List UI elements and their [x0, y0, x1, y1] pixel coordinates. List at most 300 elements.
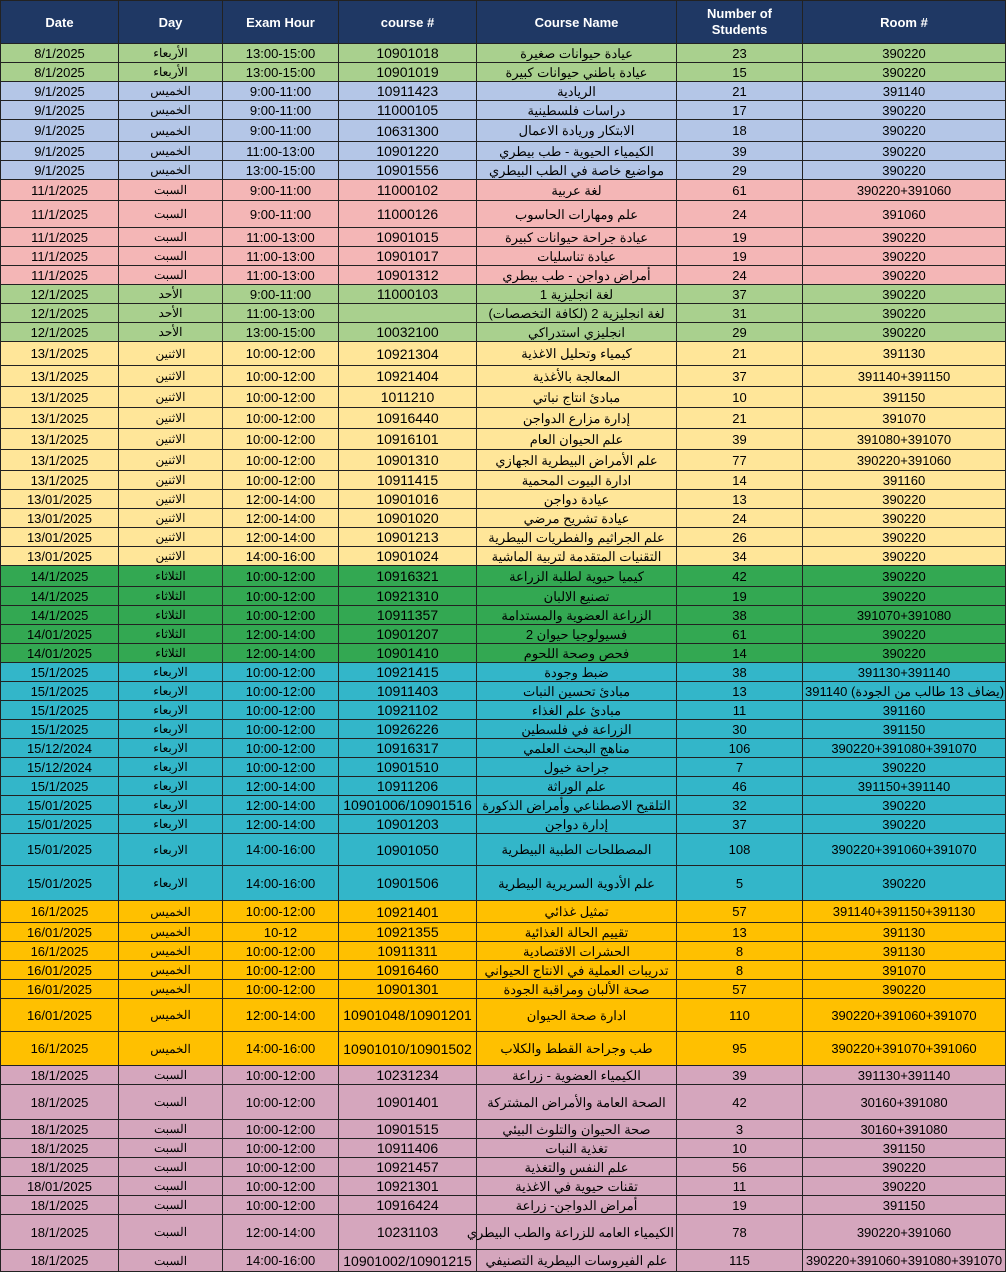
row-exam-hour: 11:00-13:00	[223, 247, 339, 266]
row-number-of-students: 31	[677, 304, 803, 323]
row-exam-hour: 9:00-11:00	[223, 120, 339, 142]
table-row	[1, 429, 1006, 450]
row-date: 13/01/2025	[1, 490, 119, 509]
row-course-name: التلقيح الاصطناعي وأمراض الذكورة	[477, 796, 677, 815]
row-exam-hour: 12:00-14:00	[223, 796, 339, 815]
row-room: 390220	[803, 228, 1006, 247]
row-exam-hour: 10:00-12:00	[223, 701, 339, 720]
table-row	[1, 961, 1006, 980]
row-course-number: 10901401	[339, 1085, 477, 1120]
row-room: 390220+391060	[803, 1215, 1006, 1250]
row-course-number: 11000103	[339, 285, 477, 304]
row-number-of-students: 24	[677, 201, 803, 228]
row-day: السبت	[119, 1177, 223, 1196]
row-course-number: 10911357	[339, 606, 477, 625]
row-course-name: عيادة تشريح مرضي	[477, 509, 677, 528]
row-room: 391150	[803, 1139, 1006, 1158]
row-exam-hour: 11:00-13:00	[223, 228, 339, 247]
row-course-number: 10916321	[339, 566, 477, 587]
table-row	[1, 625, 1006, 644]
row-course-number: 10916101	[339, 429, 477, 450]
row-course-number: 10901213	[339, 528, 477, 547]
row-date: 15/12/2024	[1, 739, 119, 758]
row-exam-hour: 10:00-12:00	[223, 1085, 339, 1120]
row-room: 391070	[803, 408, 1006, 429]
table-row	[1, 142, 1006, 161]
row-room: 390220	[803, 644, 1006, 663]
row-course-number: 10921301	[339, 1177, 477, 1196]
row-day: الاثنين	[119, 547, 223, 566]
row-date: 15/1/2025	[1, 682, 119, 701]
row-course-name: تدريبات العملية في الانتاج الحيواني	[477, 961, 677, 980]
row-day: الاثنين	[119, 490, 223, 509]
row-course-name: كيميا حيوية لطلبة الزراعة	[477, 566, 677, 587]
table-row	[1, 366, 1006, 387]
row-room: 390220	[803, 758, 1006, 777]
table-row	[1, 1250, 1006, 1272]
row-number-of-students: 56	[677, 1158, 803, 1177]
row-day: الاثنين	[119, 450, 223, 471]
row-room: 390220+391060+391070	[803, 834, 1006, 866]
row-room: 390220	[803, 566, 1006, 587]
row-number-of-students: 18	[677, 120, 803, 142]
header-course-number: course #	[339, 1, 477, 44]
row-course-name: علم النفس والتغذية	[477, 1158, 677, 1177]
table-row	[1, 834, 1006, 866]
row-course-name: عيادة دواجن	[477, 490, 677, 509]
row-day: الاربعاء	[119, 758, 223, 777]
row-exam-hour: 10:00-12:00	[223, 566, 339, 587]
row-course-name: علم الوراثة	[477, 777, 677, 796]
row-course-name: فسيولوجيا حيوان 2	[477, 625, 677, 644]
row-room: 390220	[803, 547, 1006, 566]
row-course-name: ادارة صحة الحيوان	[477, 999, 677, 1032]
table-row	[1, 644, 1006, 663]
row-number-of-students: 26	[677, 528, 803, 547]
row-date: 11/1/2025	[1, 247, 119, 266]
row-exam-hour: 12:00-14:00	[223, 815, 339, 834]
table-row	[1, 1139, 1006, 1158]
table-row	[1, 566, 1006, 587]
row-room: 30160+391080	[803, 1120, 1006, 1139]
row-date: 14/1/2025	[1, 606, 119, 625]
row-exam-hour: 10:00-12:00	[223, 471, 339, 490]
table-row	[1, 101, 1006, 120]
table-row	[1, 720, 1006, 739]
row-course-number: 10231234	[339, 1066, 477, 1085]
row-exam-hour: 13:00-15:00	[223, 63, 339, 82]
row-exam-hour: 10:00-12:00	[223, 682, 339, 701]
row-course-name: لغة عربية	[477, 180, 677, 201]
row-number-of-students: 30	[677, 720, 803, 739]
row-course-number: 10901207	[339, 625, 477, 644]
row-course-number: 10911403	[339, 682, 477, 701]
table-row	[1, 547, 1006, 566]
row-number-of-students: 115	[677, 1250, 803, 1272]
row-date: 16/01/2025	[1, 961, 119, 980]
row-course-name: لغة انجليزية 1	[477, 285, 677, 304]
row-date: 15/01/2025	[1, 866, 119, 901]
row-number-of-students: 3	[677, 1120, 803, 1139]
row-room: 390220	[803, 490, 1006, 509]
row-room: 391060	[803, 201, 1006, 228]
row-room: 391080+391070	[803, 429, 1006, 450]
row-exam-hour: 10:00-12:00	[223, 901, 339, 923]
row-course-name: إدارة دواجن	[477, 815, 677, 834]
row-course-number: 10901019	[339, 63, 477, 82]
row-day: السبت	[119, 247, 223, 266]
row-room: 390220+391060+391070	[803, 999, 1006, 1032]
row-number-of-students: 10	[677, 1139, 803, 1158]
row-room: 390220	[803, 285, 1006, 304]
row-number-of-students: 8	[677, 961, 803, 980]
row-number-of-students: 24	[677, 266, 803, 285]
table-row	[1, 180, 1006, 201]
row-exam-hour: 10:00-12:00	[223, 1139, 339, 1158]
row-exam-hour: 10:00-12:00	[223, 942, 339, 961]
row-exam-hour: 9:00-11:00	[223, 285, 339, 304]
row-exam-hour: 9:00-11:00	[223, 180, 339, 201]
row-date: 13/1/2025	[1, 366, 119, 387]
table-row	[1, 587, 1006, 606]
row-exam-hour: 10:00-12:00	[223, 342, 339, 366]
row-course-number: 10901220	[339, 142, 477, 161]
row-course-number: 10901050	[339, 834, 477, 866]
row-day: الأربعاء	[119, 44, 223, 63]
row-exam-hour: 10:00-12:00	[223, 961, 339, 980]
row-course-number	[339, 304, 477, 323]
row-day: الثلاثاء	[119, 587, 223, 606]
row-date: 14/01/2025	[1, 625, 119, 644]
row-number-of-students: 38	[677, 606, 803, 625]
row-room: 390220	[803, 587, 1006, 606]
row-date: 14/1/2025	[1, 566, 119, 587]
row-exam-hour: 10:00-12:00	[223, 980, 339, 999]
row-day: الأحد	[119, 304, 223, 323]
table-row	[1, 82, 1006, 101]
row-room: 390220+391060	[803, 450, 1006, 471]
table-row	[1, 796, 1006, 815]
row-room: 390220	[803, 323, 1006, 342]
row-exam-hour: 10:00-12:00	[223, 663, 339, 682]
row-day: الخميس	[119, 142, 223, 161]
row-course-number: 10901010/10901502	[339, 1032, 477, 1066]
row-course-number: 10901015	[339, 228, 477, 247]
row-exam-hour: 14:00-16:00	[223, 866, 339, 901]
row-day: الاثنين	[119, 528, 223, 547]
row-number-of-students: 21	[677, 408, 803, 429]
row-number-of-students: 10	[677, 387, 803, 408]
row-room: 391150	[803, 1196, 1006, 1215]
row-date: 15/1/2025	[1, 663, 119, 682]
table-row	[1, 1196, 1006, 1215]
row-exam-hour: 14:00-16:00	[223, 834, 339, 866]
row-day: الخميس	[119, 82, 223, 101]
table-row	[1, 304, 1006, 323]
row-number-of-students: 19	[677, 587, 803, 606]
row-exam-hour: 12:00-14:00	[223, 509, 339, 528]
table-row	[1, 387, 1006, 408]
row-course-number: 10921355	[339, 923, 477, 942]
row-day: السبت	[119, 1139, 223, 1158]
row-course-name: عيادة جراحة حيوانات كبيرة	[477, 228, 677, 247]
row-room: 390220	[803, 161, 1006, 180]
row-day: الخميس	[119, 980, 223, 999]
row-room: 390220	[803, 866, 1006, 901]
row-course-number: 11000126	[339, 201, 477, 228]
table-row	[1, 999, 1006, 1032]
row-day: الاربعاء	[119, 777, 223, 796]
row-day: الخميس	[119, 120, 223, 142]
row-course-name: مناهج البحث العلمي	[477, 739, 677, 758]
row-exam-hour: 12:00-14:00	[223, 528, 339, 547]
row-exam-hour: 10:00-12:00	[223, 1196, 339, 1215]
row-course-number: 10921401	[339, 901, 477, 923]
row-course-number: 10901203	[339, 815, 477, 834]
table-row	[1, 1177, 1006, 1196]
row-exam-hour: 12:00-14:00	[223, 625, 339, 644]
table-row	[1, 266, 1006, 285]
row-exam-hour: 10:00-12:00	[223, 1066, 339, 1085]
row-course-name: انجليزي استدراكي	[477, 323, 677, 342]
row-course-number: 10911423	[339, 82, 477, 101]
row-course-name: عيادة حيوانات صغيرة	[477, 44, 677, 63]
row-day: الخميس	[119, 901, 223, 923]
row-date: 9/1/2025	[1, 101, 119, 120]
row-number-of-students: 17	[677, 101, 803, 120]
row-course-name: أمراض دواجن - طب بيطري	[477, 266, 677, 285]
row-date: 12/1/2025	[1, 285, 119, 304]
table-row	[1, 450, 1006, 471]
row-exam-hour: 11:00-13:00	[223, 142, 339, 161]
row-exam-hour: 10:00-12:00	[223, 720, 339, 739]
row-course-name: إدارة مزارع الدواجن	[477, 408, 677, 429]
row-day: الاربعاء	[119, 720, 223, 739]
row-day: السبت	[119, 1196, 223, 1215]
row-day: السبت	[119, 266, 223, 285]
row-date: 15/1/2025	[1, 701, 119, 720]
row-course-name: لغة انجليزية 2 (لكافة التخصصات)	[477, 304, 677, 323]
row-room: 391140+391150	[803, 366, 1006, 387]
row-day: الاثنين	[119, 509, 223, 528]
header-date: Date	[1, 1, 119, 44]
row-course-number: 10926226	[339, 720, 477, 739]
row-number-of-students: 77	[677, 450, 803, 471]
row-course-number: 10901410	[339, 644, 477, 663]
row-course-number: 10901556	[339, 161, 477, 180]
table-row	[1, 739, 1006, 758]
row-number-of-students: 8	[677, 942, 803, 961]
row-room: 390220	[803, 63, 1006, 82]
row-room: 390220	[803, 101, 1006, 120]
row-day: الاربعاء	[119, 739, 223, 758]
row-day: السبت	[119, 1085, 223, 1120]
row-course-number: 1011210	[339, 387, 477, 408]
row-room: 391140+391150+391130	[803, 901, 1006, 923]
row-day: الخميس	[119, 999, 223, 1032]
row-number-of-students: 13	[677, 682, 803, 701]
row-room: 390220	[803, 142, 1006, 161]
row-exam-hour: 12:00-14:00	[223, 777, 339, 796]
row-number-of-students: 21	[677, 342, 803, 366]
row-number-of-students: 11	[677, 1177, 803, 1196]
row-number-of-students: 95	[677, 1032, 803, 1066]
table-row	[1, 942, 1006, 961]
row-day: الأحد	[119, 285, 223, 304]
row-room: 30160+391080	[803, 1085, 1006, 1120]
row-number-of-students: 39	[677, 429, 803, 450]
row-number-of-students: 11	[677, 701, 803, 720]
row-course-name: المصطلحات الطبية البيطرية	[477, 834, 677, 866]
table-row	[1, 1215, 1006, 1250]
row-number-of-students: 61	[677, 180, 803, 201]
row-date: 13/1/2025	[1, 342, 119, 366]
row-day: الاثنين	[119, 387, 223, 408]
row-course-number: 10032100	[339, 323, 477, 342]
row-day: الاثنين	[119, 429, 223, 450]
row-number-of-students: 78	[677, 1215, 803, 1250]
row-date: 14/1/2025	[1, 587, 119, 606]
row-room: 390220	[803, 509, 1006, 528]
row-date: 15/1/2025	[1, 777, 119, 796]
row-exam-hour: 12:00-14:00	[223, 1215, 339, 1250]
row-course-name: الحشرات الاقتصادية	[477, 942, 677, 961]
table-row	[1, 342, 1006, 366]
row-course-name: الريادية	[477, 82, 677, 101]
row-course-name: الكيمياء الحيوية - طب بيطري	[477, 142, 677, 161]
row-exam-hour: 10-12	[223, 923, 339, 942]
row-date: 11/1/2025	[1, 180, 119, 201]
table-row	[1, 866, 1006, 901]
row-number-of-students: 39	[677, 1066, 803, 1085]
row-exam-hour: 10:00-12:00	[223, 1177, 339, 1196]
row-course-name: علم الفيروسات البيطرية التصنيفي	[477, 1250, 677, 1272]
row-room: 390220	[803, 304, 1006, 323]
row-date: 9/1/2025	[1, 142, 119, 161]
row-date: 13/1/2025	[1, 387, 119, 408]
row-course-name: مبادئ تحسين النبات	[477, 682, 677, 701]
row-course-number: 10921304	[339, 342, 477, 366]
row-course-name: المعالجة بالأغذية	[477, 366, 677, 387]
row-exam-hour: 12:00-14:00	[223, 644, 339, 663]
row-exam-hour: 9:00-11:00	[223, 201, 339, 228]
row-exam-hour: 10:00-12:00	[223, 429, 339, 450]
row-course-number: 10901018	[339, 44, 477, 63]
table-row	[1, 923, 1006, 942]
row-exam-hour: 9:00-11:00	[223, 82, 339, 101]
row-room: 391160	[803, 471, 1006, 490]
row-day: الخميس	[119, 942, 223, 961]
row-date: 18/1/2025	[1, 1158, 119, 1177]
table-row	[1, 120, 1006, 142]
row-number-of-students: 19	[677, 247, 803, 266]
row-room: 390220	[803, 44, 1006, 63]
row-date: 12/1/2025	[1, 304, 119, 323]
row-date: 16/1/2025	[1, 942, 119, 961]
row-day: الاربعاء	[119, 663, 223, 682]
row-number-of-students: 15	[677, 63, 803, 82]
header-exam-hour: Exam Hour	[223, 1, 339, 44]
row-course-name: فحص وصحة اللحوم	[477, 644, 677, 663]
row-room: 391130+391140	[803, 1066, 1006, 1085]
row-exam-hour: 14:00-16:00	[223, 1032, 339, 1066]
row-room: 391130	[803, 923, 1006, 942]
row-course-number: 10231103	[339, 1215, 477, 1250]
row-room: 390220+391060+391080+391070	[803, 1250, 1006, 1272]
row-course-number: 10901017	[339, 247, 477, 266]
table-row	[1, 528, 1006, 547]
row-day: الثلاثاء	[119, 606, 223, 625]
row-course-name: علم الأدوية السريرية البيطرية	[477, 866, 677, 901]
row-number-of-students: 106	[677, 739, 803, 758]
row-exam-hour: 11:00-13:00	[223, 266, 339, 285]
header-course-name: Course Name	[477, 1, 677, 44]
row-number-of-students: 23	[677, 44, 803, 63]
row-number-of-students: 61	[677, 625, 803, 644]
row-date: 9/1/2025	[1, 120, 119, 142]
row-exam-hour: 13:00-15:00	[223, 323, 339, 342]
row-date: 11/1/2025	[1, 201, 119, 228]
row-course-number: 10901515	[339, 1120, 477, 1139]
row-day: الاربعاء	[119, 701, 223, 720]
row-day: الخميس	[119, 1032, 223, 1066]
row-day: السبت	[119, 1120, 223, 1139]
row-day: الخميس	[119, 161, 223, 180]
row-exam-hour: 10:00-12:00	[223, 587, 339, 606]
row-course-number: 10911415	[339, 471, 477, 490]
row-number-of-students: 34	[677, 547, 803, 566]
table-row	[1, 1032, 1006, 1066]
row-day: الثلاثاء	[119, 566, 223, 587]
row-number-of-students: 37	[677, 815, 803, 834]
row-number-of-students: 24	[677, 509, 803, 528]
row-number-of-students: 108	[677, 834, 803, 866]
row-number-of-students: 57	[677, 980, 803, 999]
table-row	[1, 323, 1006, 342]
table-row	[1, 682, 1006, 701]
row-number-of-students: 21	[677, 82, 803, 101]
table-row	[1, 606, 1006, 625]
table-row	[1, 490, 1006, 509]
row-date: 9/1/2025	[1, 161, 119, 180]
table-row	[1, 509, 1006, 528]
row-day: الأربعاء	[119, 63, 223, 82]
row-course-number: 10916440	[339, 408, 477, 429]
row-number-of-students: 39	[677, 142, 803, 161]
row-day: الثلاثاء	[119, 625, 223, 644]
table-row	[1, 408, 1006, 429]
row-course-name: عيادة تناسليات	[477, 247, 677, 266]
table-row	[1, 663, 1006, 682]
row-date: 18/1/2025	[1, 1066, 119, 1085]
header-day: Day	[119, 1, 223, 44]
table-row	[1, 758, 1006, 777]
row-day: الاربعاء	[119, 796, 223, 815]
row-room: 391140	[803, 82, 1006, 101]
row-room: 391150	[803, 387, 1006, 408]
table-row	[1, 980, 1006, 999]
row-course-name: دراسات فلسطينية	[477, 101, 677, 120]
row-course-number: 10901510	[339, 758, 477, 777]
row-exam-hour: 10:00-12:00	[223, 739, 339, 758]
row-date: 13/1/2025	[1, 471, 119, 490]
table-row	[1, 1085, 1006, 1120]
row-room: 391130	[803, 942, 1006, 961]
row-course-number: 10916460	[339, 961, 477, 980]
row-room: 390220	[803, 1177, 1006, 1196]
row-room: 391150	[803, 720, 1006, 739]
row-course-name: الصحة العامة والأمراض المشتركة	[477, 1085, 677, 1120]
